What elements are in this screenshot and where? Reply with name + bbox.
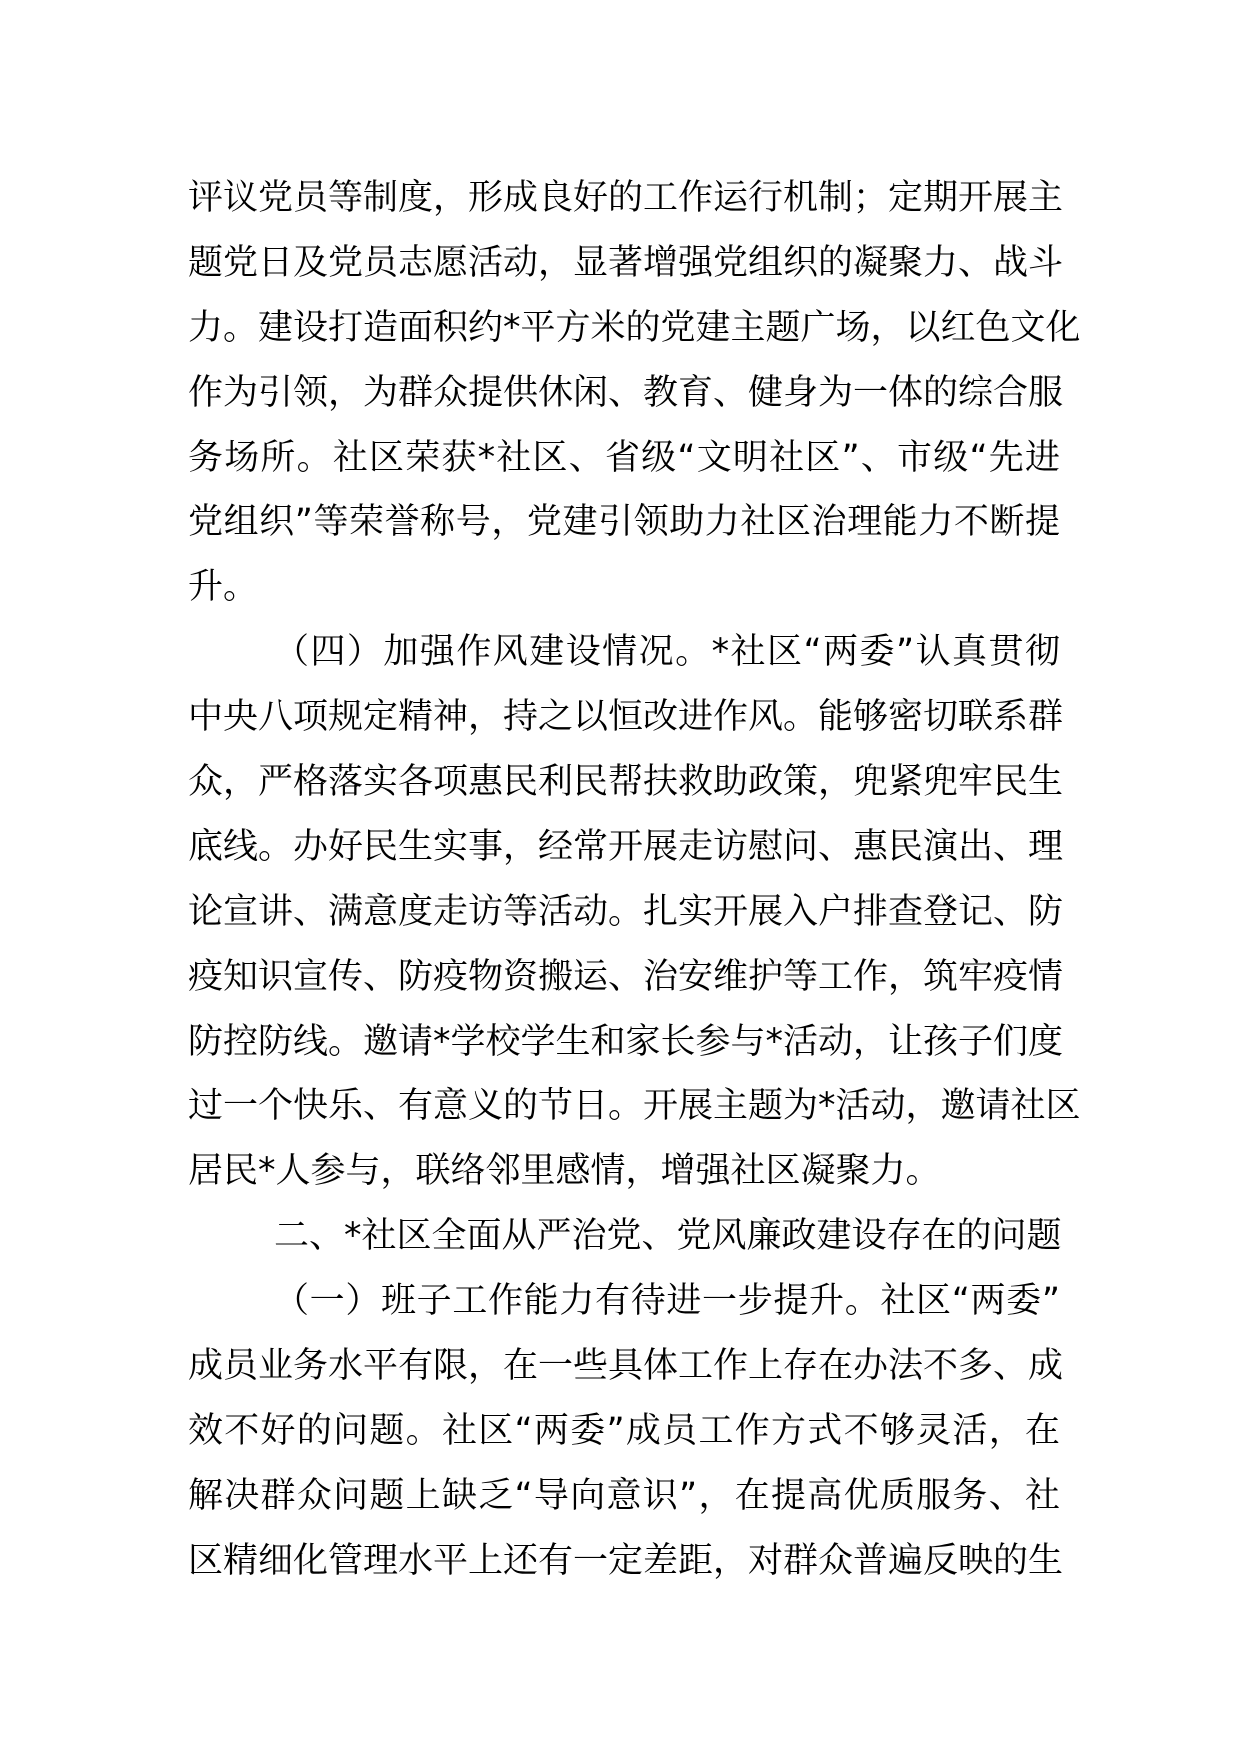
text-line: 防控防线。邀请*学校学生和家长参与*活动，让孩子们度 [188, 1021, 1064, 1062]
text-line: 区精细化管理水平上还有一定差距，对群众普遍反映的生 [188, 1540, 1064, 1581]
text-line: 升。 [188, 567, 259, 608]
text-line: 作为引领，为群众提供休闲、教育、健身为一体的综合服 [188, 372, 1064, 413]
text-line: 过一个快乐、有意义的节日。开展主题为*活动，邀请社区 [188, 1086, 1081, 1127]
section-heading-4: （四）加强作风建设情况。*社区“两委”认真贯彻 [274, 632, 1060, 673]
text-line: 底线。办好民生实事，经常开展走访慰问、惠民演出、理 [188, 826, 1064, 867]
text-line: 论宣讲、满意度走访等活动。扎实开展入户排查登记、防 [188, 891, 1064, 932]
section-heading-2: 二、*社区全面从严治党、党风廉政建设存在的问题 [274, 1216, 1062, 1257]
text-line: 效不好的问题。社区“两委”成员工作方式不够灵活，在 [188, 1410, 1060, 1451]
text-line: 中央八项规定精神，持之以恒改进作风。能够密切联系群 [188, 697, 1064, 738]
text-line: 务场所。社区荣获*社区、省级“文明社区”、市级“先进 [188, 437, 1060, 478]
text-line: 评议党员等制度，形成良好的工作运行机制；定期开展主 [188, 178, 1064, 218]
text-line: 疫知识宣传、防疫物资搬运、治安维护等工作，筑牢疫情 [188, 956, 1064, 997]
text-line: 党组织”等荣誉称号，党建引领助力社区治理能力不断提 [188, 502, 1060, 543]
text-line: 题党日及党员志愿活动，显著增强党组织的凝聚力、战斗 [188, 242, 1064, 283]
subsection-heading-1: （一）班子工作能力有待进一步提升。社区“两委” [274, 1281, 1060, 1322]
text-line: 众，严格落实各项惠民利民帮扶救助政策，兜紧兜牢民生 [188, 762, 1064, 803]
text-line: 解决群众问题上缺乏“导向意识”，在提高优质服务、社 [188, 1475, 1060, 1516]
text-line: 居民*人参与，联络邻里感情，增强社区凝聚力。 [188, 1151, 941, 1192]
text-line: 成员业务水平有限，在一些具体工作上存在办法不多、成 [188, 1346, 1064, 1387]
text-line: 力。建设打造面积约*平方米的党建主题广场，以红色文化 [188, 307, 1081, 348]
document-body [188, 166, 1081, 1594]
